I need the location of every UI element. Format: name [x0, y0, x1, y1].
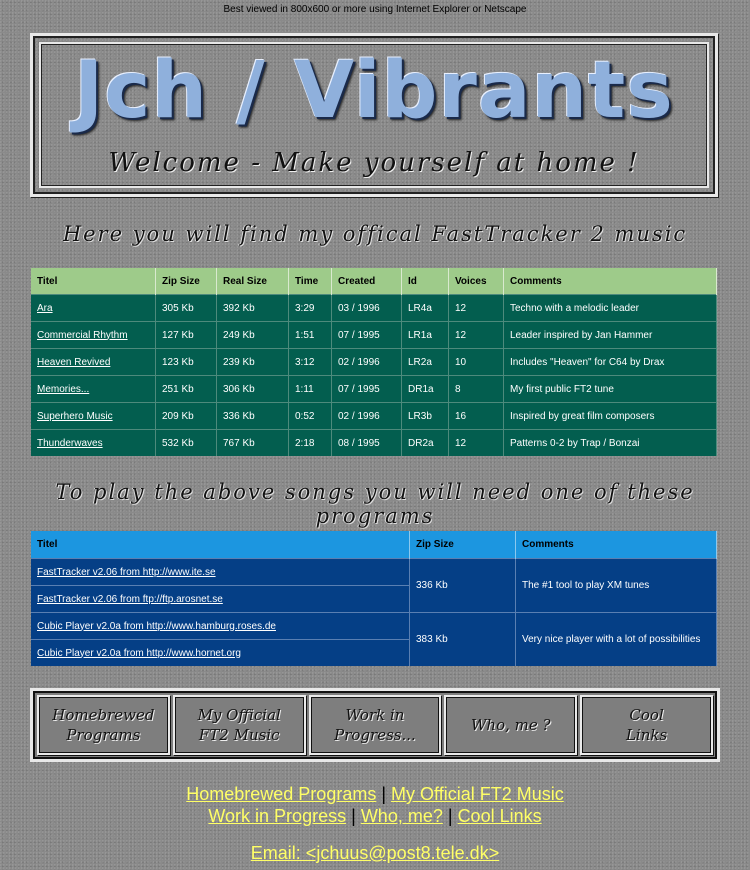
link-cool-links[interactable]: Cool Links — [457, 806, 542, 826]
table-row — [31, 559, 717, 586]
link-separator: | — [351, 806, 356, 826]
id-cell: LR1a — [402, 322, 449, 349]
zip-size-cell: 123 Kb — [156, 349, 217, 376]
program-link-cell — [31, 613, 410, 640]
time-cell: 1:51 — [289, 322, 332, 349]
real-size-cell: 306 Kb — [217, 376, 289, 403]
column-header-created: Created — [332, 268, 402, 295]
voices-cell: 12 — [449, 430, 504, 457]
zip-size-cell: 127 Kb — [156, 322, 217, 349]
time-cell: 0:52 — [289, 403, 332, 430]
program-link[interactable]: Cubic Player v2.0a from http://www.hamburg.roses.de — [37, 620, 276, 632]
link-work-in-progress[interactable]: Work in Progress — [208, 806, 347, 826]
column-header-comments: Comments — [516, 531, 717, 559]
logo-welcome-text: Welcome - Make yourself at home ! — [108, 148, 640, 178]
table-row — [31, 613, 717, 640]
time-cell: 2:18 — [289, 430, 332, 457]
id-cell: LR4a — [402, 295, 449, 322]
column-header-zip-size: Zip Size — [156, 268, 217, 295]
link-homebrewed-programs[interactable]: Homebrewed Programs — [186, 784, 377, 804]
song-link[interactable]: Memories... — [37, 383, 90, 395]
column-header-zip-size: Zip Size — [410, 531, 516, 559]
time-cell: 1:11 — [289, 376, 332, 403]
voices-cell: 10 — [449, 349, 504, 376]
comments-cell: My first public FT2 tune — [504, 376, 717, 403]
real-size-cell: 336 Kb — [217, 403, 289, 430]
table-header-row — [31, 268, 717, 295]
email-contact — [0, 843, 750, 864]
table-row — [31, 349, 717, 376]
created-cell: 07 / 1995 — [332, 376, 402, 403]
nav-button-work-in-progress[interactable]: Work in Progress... — [309, 695, 442, 755]
song-title-cell — [31, 376, 156, 403]
link-separator: | — [381, 784, 387, 804]
song-link[interactable]: Heaven Revived — [37, 356, 111, 368]
program-link[interactable]: Cubic Player v2.0a from http://www.hornet.org — [37, 647, 241, 659]
program-link[interactable]: FastTracker v2.06 from ftp://ftp.arosnet.se — [37, 593, 223, 605]
table-header-row — [31, 531, 717, 559]
id-cell: DR2a — [402, 430, 449, 457]
voices-cell: 12 — [449, 295, 504, 322]
zip-size-cell: 251 Kb — [156, 376, 217, 403]
zip-size-cell: 305 Kb — [156, 295, 217, 322]
music-section-heading: Here you will find my offical FastTracker 2 music — [62, 222, 688, 246]
comments-cell: Patterns 0-2 by Trap / Bonzai — [504, 430, 717, 457]
id-cell: DR1a — [402, 376, 449, 403]
song-title-cell — [31, 403, 156, 430]
players-section-heading: To play the above songs you will need one of these programs — [55, 480, 695, 528]
id-cell: LR3b — [402, 403, 449, 430]
voices-cell: 16 — [449, 403, 504, 430]
real-size-cell: 239 Kb — [217, 349, 289, 376]
comments-cell: Techno with a melodic leader — [504, 295, 717, 322]
link-separator: | — [447, 806, 453, 826]
id-cell: LR2a — [402, 349, 449, 376]
voices-cell: 8 — [449, 376, 504, 403]
link-who-me[interactable]: Who, me? — [360, 806, 443, 826]
zip-size-cell: 532 Kb — [156, 430, 217, 457]
column-header-titel: Titel — [31, 531, 410, 559]
ft2-music-table — [31, 268, 717, 456]
column-header-comments: Comments — [504, 268, 717, 295]
comments-cell: Includes "Heaven" for C64 by Drax — [504, 349, 717, 376]
column-header-id: Id — [402, 268, 449, 295]
real-size-cell: 767 Kb — [217, 430, 289, 457]
column-header-real-size: Real Size — [217, 268, 289, 295]
table-row — [31, 403, 717, 430]
nav-button-official-ft2-music[interactable]: My Official FT2 Music — [173, 695, 306, 755]
zip-size-cell: 336 Kb — [410, 559, 516, 613]
logo-title: Jch / Vibrants — [74, 46, 674, 136]
comments-cell: Inspired by great film composers — [504, 403, 717, 430]
table-row — [31, 430, 717, 457]
song-link[interactable]: Superhero Music — [37, 410, 113, 422]
real-size-cell: 392 Kb — [217, 295, 289, 322]
song-link[interactable]: Commercial Rhythm — [37, 329, 128, 341]
program-link-cell — [31, 640, 410, 667]
song-link[interactable]: Ara — [37, 302, 53, 314]
created-cell: 02 / 1996 — [332, 403, 402, 430]
time-cell: 3:29 — [289, 295, 332, 322]
song-title-cell — [31, 322, 156, 349]
column-header-time: Time — [289, 268, 332, 295]
site-logo-banner — [30, 33, 718, 197]
image-navigation-bar — [30, 688, 720, 762]
program-link-cell — [31, 586, 410, 613]
table-row — [31, 295, 717, 322]
program-link[interactable]: FastTracker v2.06 from http://www.ite.se — [37, 566, 216, 578]
text-navigation-links — [0, 783, 750, 827]
table-row — [31, 376, 717, 403]
real-size-cell: 249 Kb — [217, 322, 289, 349]
nav-button-who-me[interactable]: Who, me ? — [444, 695, 577, 755]
program-link-cell — [31, 559, 410, 586]
created-cell: 08 / 1995 — [332, 430, 402, 457]
song-title-cell — [31, 349, 156, 376]
table-row — [31, 322, 717, 349]
time-cell: 3:12 — [289, 349, 332, 376]
comments-cell: Leader inspired by Jan Hammer — [504, 322, 717, 349]
comments-cell: Very nice player with a lot of possibilities — [516, 613, 717, 667]
created-cell: 07 / 1995 — [332, 322, 402, 349]
song-title-cell — [31, 430, 156, 457]
player-programs-table — [31, 531, 717, 666]
link-official-ft2-music[interactable]: My Official FT2 Music — [391, 784, 564, 804]
column-header-titel: Titel — [31, 268, 156, 295]
zip-size-cell: 209 Kb — [156, 403, 217, 430]
created-cell: 03 / 1996 — [332, 295, 402, 322]
nav-button-homebrewed-programs[interactable]: Homebrewed Programs — [37, 695, 170, 755]
browser-recommendation-note: Best viewed in 800x600 or more using Internet Explorer or Netscape — [223, 4, 527, 15]
zip-size-cell: 383 Kb — [410, 613, 516, 667]
song-link[interactable]: Thunderwaves — [37, 437, 103, 449]
song-title-cell — [31, 295, 156, 322]
voices-cell: 12 — [449, 322, 504, 349]
created-cell: 02 / 1996 — [332, 349, 402, 376]
email-link[interactable]: Email: <jchuus@post8.tele.dk> — [250, 843, 500, 863]
column-header-voices: Voices — [449, 268, 504, 295]
nav-button-cool-links[interactable]: Cool Links — [580, 695, 713, 755]
comments-cell: The #1 tool to play XM tunes — [516, 559, 717, 613]
